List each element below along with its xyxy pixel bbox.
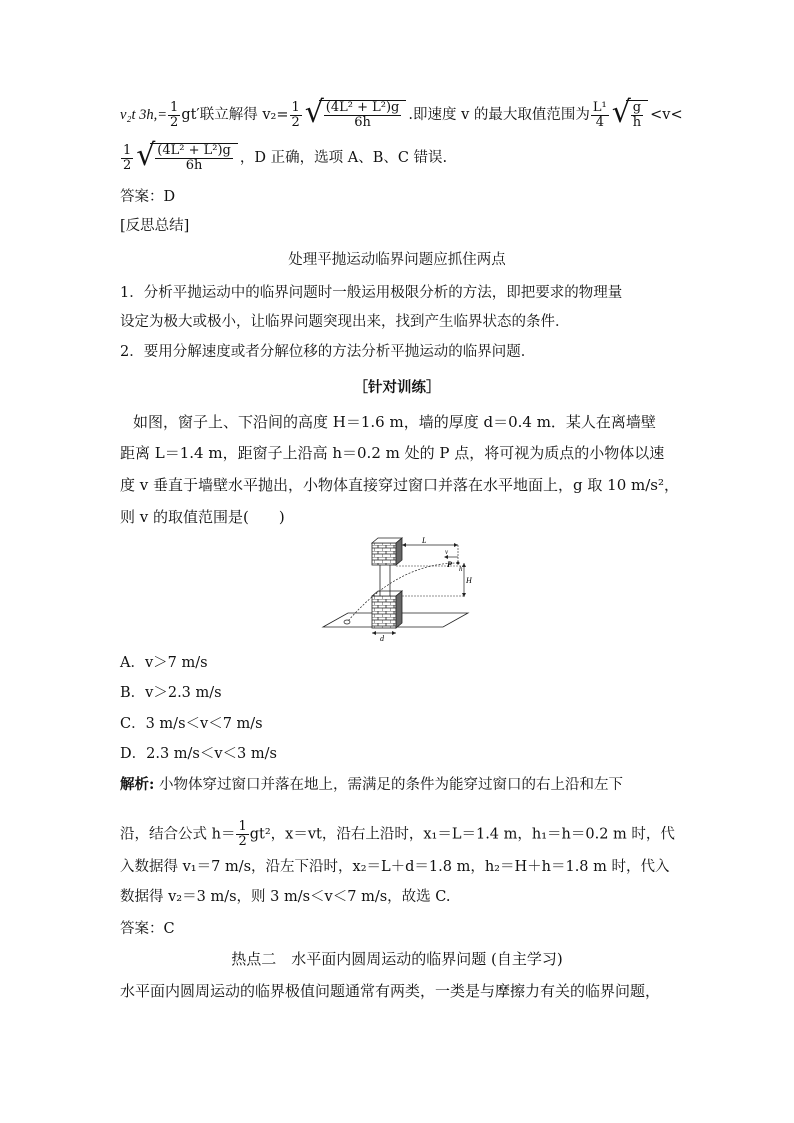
solution-line-3: 入数据得 v₁＝7 m/s，沿左下沿时，x₂＝L＋d＝1.8 m，h₂＝H＋h＝1.8 m 时，代入	[120, 859, 670, 875]
question-line-2: 距离 L＝1.4 m，距窗子上沿高 h＝0.2 m 处的 P 点，将可视为质点的小物体以速	[120, 444, 665, 462]
label-L: L	[422, 536, 427, 545]
question-line-3: 度 v 垂直于墙壁水平抛出，小物体直接穿过窗口并落在水平地面上，g 取 10 m/s²，	[120, 476, 679, 494]
fraction: $\frac{\text{L¹}}{4}$	[592, 99, 607, 130]
question-line-1: 如图，窗子上、下沿间的高度 H＝1.6 m，墙的厚度 d＝0.4 m．某人在离墙壁	[133, 413, 656, 431]
option-c: C．3 m/s＜v＜7 m/s	[120, 716, 263, 732]
label-P: P	[447, 560, 452, 569]
summary-point-1b: 设定为极大或极小，让临界问题突现出来，找到产生临界状态的条件．	[120, 314, 570, 330]
answer-c: 答案：C	[120, 921, 175, 937]
fraction: $\frac{1}{2}$	[170, 99, 179, 130]
text-fragment: <v<	[650, 107, 683, 123]
summary-title: 处理平抛运动临界问题应抓住两点	[288, 252, 506, 268]
sqrt-expression: √ $\frac{\text{(4L² + L²)g}}{6h}$	[136, 143, 238, 173]
text-fragment: v₂t 3h,=	[120, 107, 168, 123]
option-d: D．2.3 m/s＜v＜3 m/s	[120, 746, 277, 762]
label-d: d	[380, 634, 384, 643]
option-b: B．v＞2.3 m/s	[120, 685, 222, 701]
hotspot-intro: 水平面内圆周运动的临界极值问题通常有两类，一类是与摩擦力有关的临界问题，	[120, 982, 661, 1000]
sqrt-expression: √ $\frac{\text{(4L² + L²)g}}{6h}$	[305, 100, 407, 130]
formula-line-2	[120, 138, 448, 173]
option-a: A．v＞7 m/s	[120, 655, 208, 671]
answer-d: 答案：D	[120, 189, 176, 205]
label-h: h	[459, 565, 463, 573]
label-H: H	[466, 576, 472, 585]
sqrt-expression: √ $\frac{g}{h}$	[612, 100, 648, 130]
solution-line-2: 沿，结合公式 h＝ $\frac{1}{2}$ gt²，x＝vt，沿右上沿时，x₁＝L＝1.4 m，h₁＝h＝0.2 m 时，代	[120, 819, 675, 849]
training-title: ［针对训练］	[353, 379, 441, 396]
summary-point-1a: 1．分析平抛运动中的临界问题时一般运用极限分析的方法，即把要求的物理量	[120, 285, 623, 301]
text-fragment: ，D 正确，选项 A、B、C 错误.	[239, 150, 448, 166]
wall-window-figure	[318, 533, 473, 643]
solution-line-4: 数据得 v₂＝3 m/s，则 3 m/s＜v＜7 m/s，故选 C.	[120, 889, 451, 905]
question-line-4: 则 v 的取值范围是( )	[120, 508, 285, 526]
text-fragment: .即速度 v 的最大取值范围为	[408, 107, 590, 123]
fraction: $\frac{1}{2}$	[291, 99, 300, 130]
label-v: v	[445, 548, 449, 556]
summary-point-2: 2．要用分解速度或者分解位移的方法分析平抛运动的临界问题．	[120, 344, 536, 360]
reflection-header: [反思总结]	[120, 218, 190, 234]
fraction: $\frac{1}{2}$	[123, 142, 132, 173]
formula-line-1	[120, 95, 683, 130]
text-fragment: gt′联立解得 v₂=	[181, 107, 289, 123]
solution-line-1: 解析: 小物体穿过窗口并落在地上，需满足的条件为能穿过窗口的右上沿和左下	[120, 776, 623, 793]
hotspot-title: 热点二 水平面内圆周运动的临界问题 (自主学习)	[231, 950, 563, 968]
